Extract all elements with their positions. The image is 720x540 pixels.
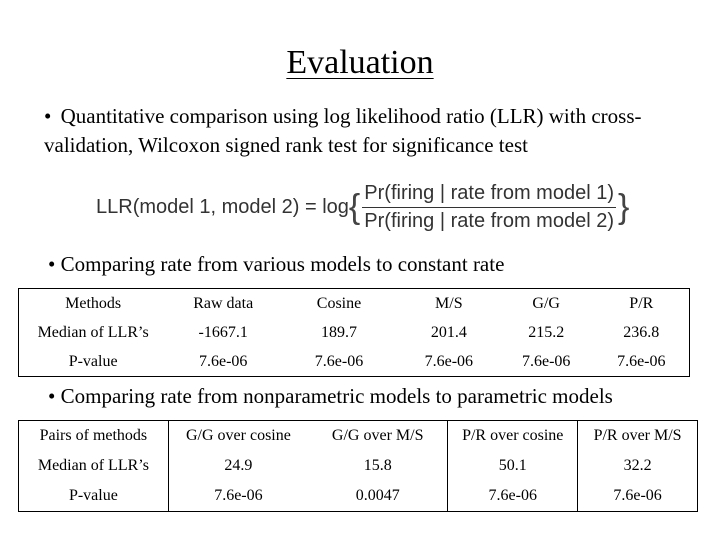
table-nonparametric-comparison bbox=[18, 420, 698, 512]
bullet-text: Comparing rate from nonparametric models to parametric models bbox=[60, 384, 613, 408]
formula-right-brace: } bbox=[618, 188, 630, 226]
table-cell: P-value bbox=[68, 487, 118, 504]
table-cell: 189.7 bbox=[321, 323, 358, 341]
table-cell: Median of LLR’s bbox=[37, 457, 149, 474]
table-header-cell: G/G bbox=[532, 294, 560, 312]
table-cell: 32.2 bbox=[578, 451, 698, 481]
table-constant-rate-comparison bbox=[18, 288, 690, 377]
formula-fraction bbox=[362, 180, 616, 235]
bullet-marker: • bbox=[48, 384, 56, 408]
table-header-cell: P/R bbox=[629, 294, 654, 312]
table-cell: 7.6e-06 bbox=[521, 352, 571, 370]
table-cell: 236.8 bbox=[623, 323, 660, 341]
table-cell: P-value bbox=[68, 352, 118, 370]
formula-numerator: Pr(firing | rate from model 1) bbox=[364, 181, 614, 204]
table-cell: 7.6e-06 bbox=[448, 481, 578, 512]
table-header-cell: G/G over cosine bbox=[168, 421, 308, 452]
table-cell: 7.6e-06 bbox=[578, 481, 698, 512]
table-cell: 201.4 bbox=[430, 323, 467, 341]
table-header-cell: Cosine bbox=[316, 294, 362, 312]
table-cell: -1667.1 bbox=[198, 323, 248, 341]
table-header-cell: G/G over M/S bbox=[331, 427, 424, 444]
slide-title: Evaluation bbox=[286, 44, 434, 81]
formula-denominator: Pr(firing | rate from model 2) bbox=[364, 209, 614, 232]
table-header-row bbox=[19, 421, 698, 452]
table-row bbox=[19, 347, 690, 377]
table-row bbox=[19, 318, 690, 347]
llr-formula bbox=[96, 174, 656, 240]
table-cell: 7.6e-06 bbox=[617, 352, 666, 370]
table-header-cell: Pairs of methods bbox=[39, 427, 148, 444]
table-header-cell: M/S bbox=[435, 294, 463, 312]
table-row bbox=[19, 481, 698, 512]
table-header-cell: P/R over cosine bbox=[448, 421, 578, 452]
table-cell: 215.2 bbox=[528, 323, 565, 341]
table-header-cell: P/R over M/S bbox=[578, 421, 698, 452]
bullet-constant-rate bbox=[48, 252, 504, 277]
table-cell: 7.6e-06 bbox=[198, 352, 248, 370]
table-cell: 24.9 bbox=[168, 451, 308, 481]
bullet-text: Comparing rate from various models to constant rate bbox=[60, 252, 505, 276]
bullet-nonparametric-vs-parametric bbox=[48, 384, 613, 409]
bullet-marker: • bbox=[44, 104, 52, 128]
table-header-cell: Raw data bbox=[193, 294, 254, 312]
table-row bbox=[19, 451, 698, 481]
table-cell: 0.0047 bbox=[355, 487, 400, 504]
table-cell: 7.6e-06 bbox=[424, 352, 474, 370]
table-cell: 50.1 bbox=[448, 451, 578, 481]
bullet-text: Quantitative comparison using log likelihood ratio (LLR) with cross-validation, Wilcoxon signed rank test for significance test bbox=[44, 104, 642, 157]
table-cell: 15.8 bbox=[363, 457, 392, 474]
table-header-cell: Methods bbox=[65, 294, 122, 312]
bullet-llr-description bbox=[44, 102, 694, 160]
bullet-marker: • bbox=[48, 252, 56, 276]
formula-left-brace: { bbox=[348, 188, 361, 226]
table-cell: Median of LLR’s bbox=[37, 323, 149, 341]
formula-lhs: LLR(model 1, model 2) = log bbox=[96, 195, 349, 218]
table-cell: 7.6e-06 bbox=[314, 352, 364, 370]
table-cell: 7.6e-06 bbox=[168, 481, 308, 512]
table-header-row bbox=[19, 289, 690, 319]
